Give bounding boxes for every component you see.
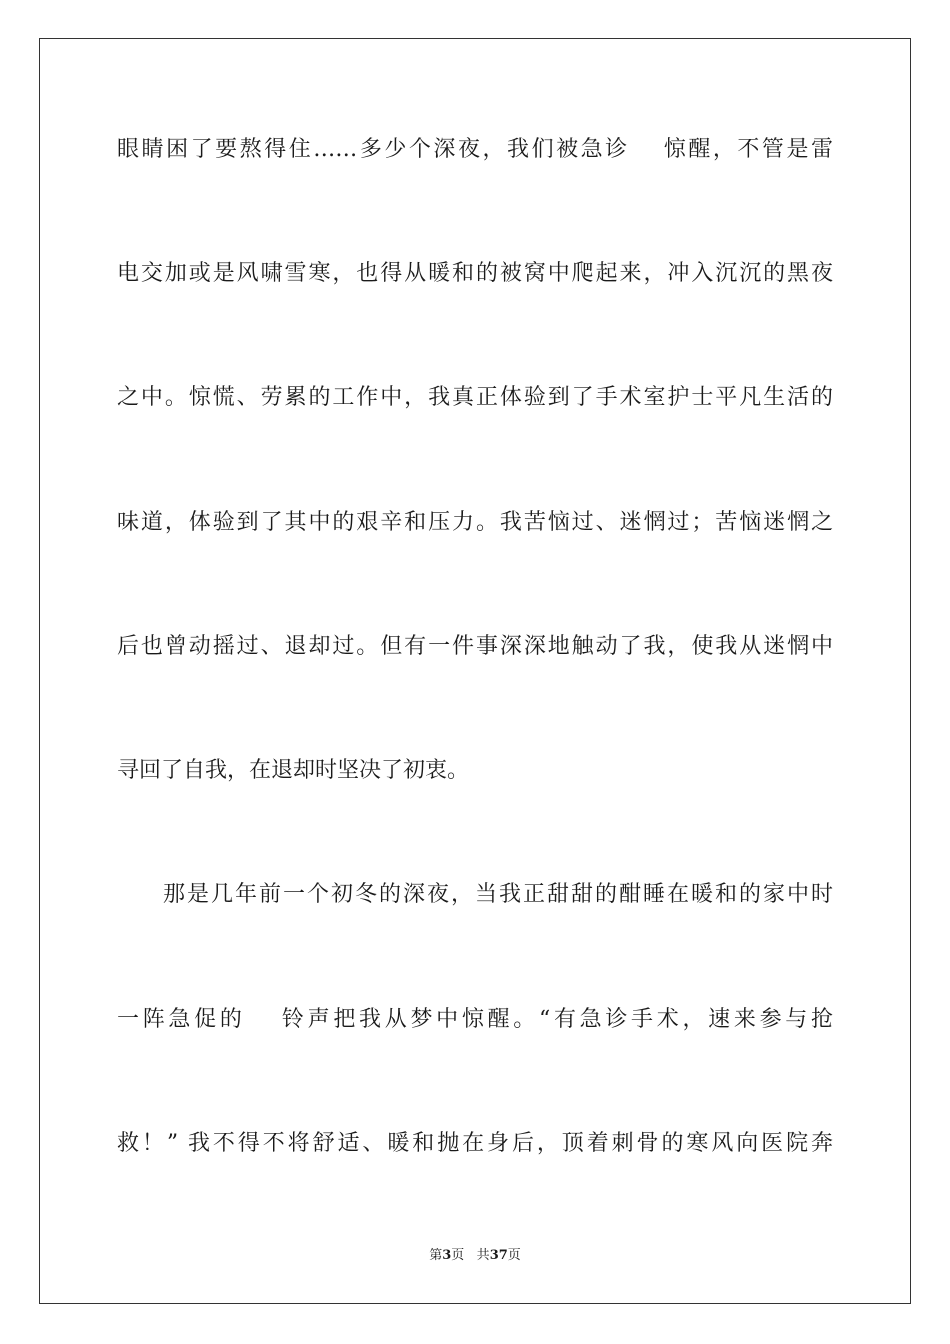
text-line-6: 寻回了自我，在退却时坚决了初衷。	[117, 758, 470, 783]
text-line-7: 那是几年前一个初冬的深夜，当我正甜甜的酣睡在暖和的家中时	[163, 882, 833, 907]
footer-page-unit: 页	[451, 1248, 465, 1263]
footer-page-total: 37	[489, 1248, 508, 1263]
footer-page-current: 3	[442, 1248, 452, 1263]
text-line-1: 眼睛困了要熬得住……多少个深夜，我们被急诊 惊醒，不管是雷	[117, 137, 833, 162]
footer-total-prefix: 共	[476, 1248, 490, 1263]
page-footer	[0, 1246, 950, 1266]
footer-page-prefix: 第	[429, 1248, 443, 1263]
text-line-5: 后也曾动摇过、退却过。但有一件事深深地触动了我，使我从迷惘中	[117, 634, 833, 659]
footer-total-unit: 页	[507, 1248, 521, 1263]
text-line-3: 之中。惊慌、劳累的工作中，我真正体验到了手术室护士平凡生活的	[117, 385, 833, 410]
text-line-2: 电交加或是风啸雪寒，也得从暖和的被窝中爬起来，冲入沉沉的黑夜	[117, 261, 833, 286]
text-line-8: 一阵急促的 铃声把我从梦中惊醒。“有急诊手术，速来参与抢	[117, 1007, 833, 1032]
text-line-4: 味道，体验到了其中的艰辛和压力。我苦恼过、迷惘过；苦恼迷惘之	[117, 510, 833, 535]
text-line-9: 救！” 我不得不将舒适、暖和抛在身后，顶着刺骨的寒风向医院奔	[117, 1131, 833, 1156]
page-border	[39, 38, 911, 1304]
